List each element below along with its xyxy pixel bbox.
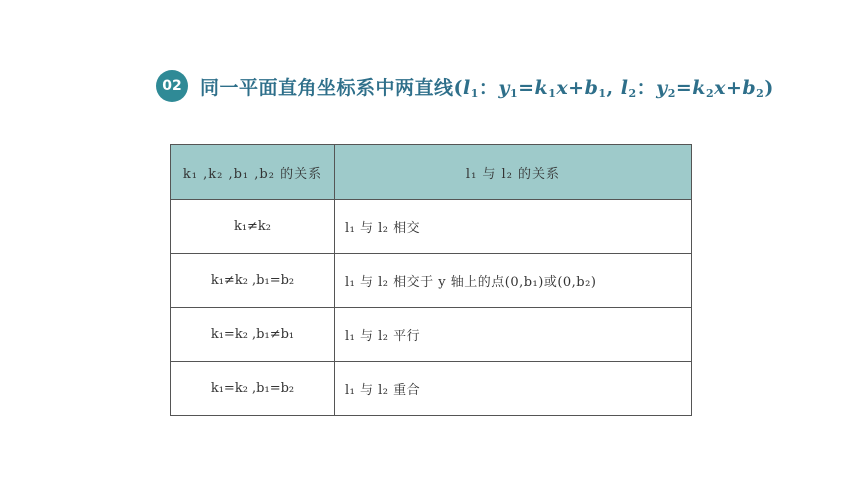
title-l1: l bbox=[463, 76, 471, 99]
eq1-y: y bbox=[498, 76, 510, 99]
eq2-b-sub: 2 bbox=[756, 86, 765, 100]
eq1-k: k bbox=[534, 76, 549, 99]
section-header bbox=[156, 70, 774, 102]
table-header-row bbox=[171, 145, 692, 200]
title-comma: , bbox=[606, 76, 621, 99]
eq2-k: k bbox=[692, 76, 706, 99]
eq2-k-sub: 2 bbox=[705, 86, 715, 100]
condition-cell: k₁≠k₂ ,b₁=b₂ bbox=[171, 254, 335, 308]
eq1-b: b bbox=[584, 76, 599, 99]
condition-cell: k₁=k₂ ,b₁≠b₁ bbox=[171, 308, 335, 362]
relation-cell: l₁ 与 l₂ 重合 bbox=[335, 362, 692, 416]
eq2-y-sub: 2 bbox=[667, 86, 676, 100]
eq2-x: x bbox=[714, 76, 726, 99]
title-prefix: 同一平面直角坐标系中两直线( bbox=[200, 76, 463, 99]
header-cell-coefficients: k₁ ,k₂ ,b₁ ,b₂ 的关系 bbox=[171, 145, 335, 200]
title-suffix: ) bbox=[764, 76, 774, 99]
table-row bbox=[171, 362, 692, 416]
condition-cell: k₁≠k₂ bbox=[171, 200, 335, 254]
eq2-plus: + bbox=[725, 76, 743, 99]
eq1-b-sub: 1 bbox=[598, 86, 607, 100]
eq1-y-sub: 1 bbox=[509, 86, 519, 100]
eq1-plus: + bbox=[568, 76, 585, 99]
title-colon-2: ： bbox=[636, 76, 657, 99]
table-row bbox=[171, 308, 692, 362]
eq2-equals: = bbox=[675, 76, 693, 99]
title-l1-sub: 1 bbox=[470, 86, 479, 100]
title-colon-1: ： bbox=[478, 76, 499, 99]
eq1-x: x bbox=[556, 76, 569, 99]
section-number-badge: 02 bbox=[156, 70, 188, 102]
relationship-table bbox=[170, 144, 692, 416]
table-row bbox=[171, 200, 692, 254]
relation-cell: l₁ 与 l₂ 相交于 y 轴上的点(0,b₁)或(0,b₂) bbox=[335, 254, 692, 308]
table-row bbox=[171, 254, 692, 308]
eq2-y: y bbox=[656, 76, 668, 99]
relation-cell: l₁ 与 l₂ 平行 bbox=[335, 308, 692, 362]
eq1-equals: = bbox=[518, 76, 535, 99]
header-cell-line-relation: l₁ 与 l₂ 的关系 bbox=[335, 145, 692, 200]
eq2-b: b bbox=[742, 76, 757, 99]
eq1-k-sub: 1 bbox=[548, 86, 557, 100]
title-l2: l bbox=[620, 76, 629, 99]
relation-cell: l₁ 与 l₂ 相交 bbox=[335, 200, 692, 254]
section-title bbox=[200, 73, 774, 100]
title-l2-sub: 2 bbox=[628, 86, 637, 100]
condition-cell: k₁=k₂ ,b₁=b₂ bbox=[171, 362, 335, 416]
